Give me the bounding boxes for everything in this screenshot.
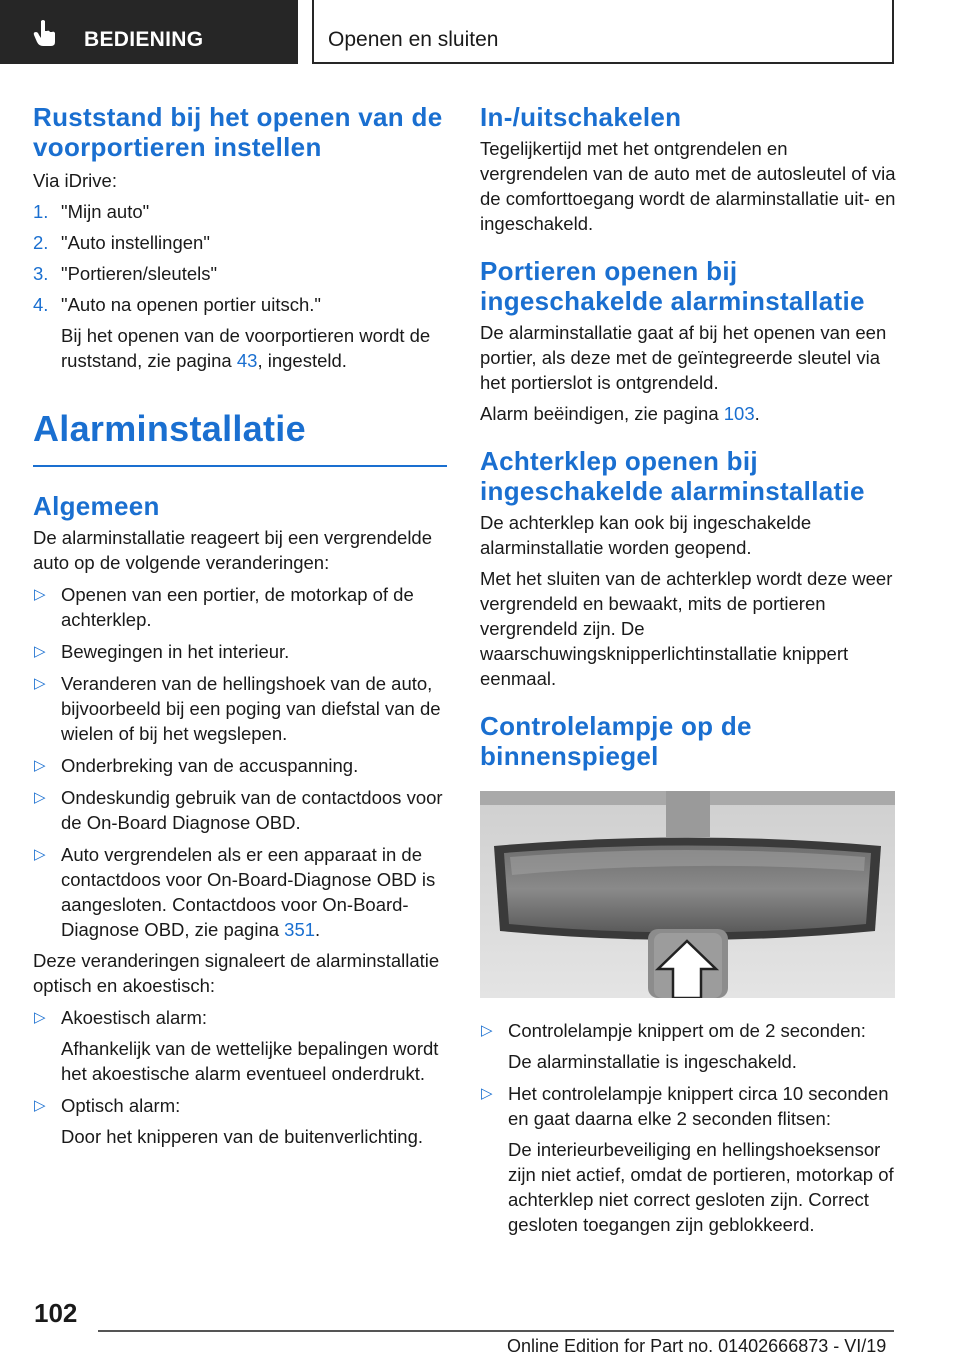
right-column — [480, 102, 896, 1237]
triangle-bullet-icon: ▷ — [34, 643, 46, 660]
alarminstallatie-title: Alarminstallatie — [33, 408, 306, 449]
list-item — [33, 842, 447, 942]
list-item-end: . — [315, 919, 321, 940]
section-tab — [0, 0, 298, 64]
edition-text: Online Edition for Part no. 01402666873 - VI/19 — [507, 1336, 887, 1356]
alarm-end-text — [480, 401, 896, 426]
page-link-43[interactable]: 43 — [236, 350, 258, 371]
rearview-mirror-image — [480, 791, 895, 998]
list-item — [33, 639, 447, 664]
footer-divider — [98, 1330, 894, 1332]
algemeen-heading: Algemeen — [33, 491, 160, 521]
alarm-end-dot: . — [754, 403, 760, 424]
step-text: "Auto na openen portier uitsch." — [61, 294, 321, 315]
hand-pointer-icon — [30, 18, 60, 48]
list-item-text: Openen van een portier, de motorkap of de achterklep. — [61, 584, 414, 630]
step-item — [33, 199, 447, 224]
step-text: "Auto instellingen" — [61, 232, 210, 253]
signal-intro: Deze veranderingen signaleert de alarminstallatie optisch en akoestisch: — [33, 950, 440, 996]
list-item-text: Ondeskundig gebruik van de contactdoos voor de On-Board Diagnose OBD. — [61, 787, 443, 833]
signals-list — [33, 1005, 447, 1149]
list-item — [480, 1081, 896, 1237]
page-link-351[interactable]: 351 — [284, 919, 316, 940]
list-item — [33, 753, 447, 778]
triangle-bullet-icon: ▷ — [481, 1085, 493, 1102]
triangle-bullet-icon: ▷ — [34, 789, 46, 806]
idrive-steps — [33, 199, 447, 373]
achterklep-text-2: Met het sluiten van de achterklep wordt deze weer vergrendeld en bewaakt, mits de portieren vergrendeld zijn. De waarschuwingsknipperlichtinstallatie knippert eenmaal. — [480, 568, 893, 689]
portieren-text: De alarminstallatie gaat af bij het openen van een portier, als deze met de geïntegreerde sleutel via het portierslot is ontgrendeld. — [480, 322, 887, 393]
lamp-desc: De alarminstallatie is ingeschakeld. — [508, 1051, 797, 1072]
triangle-bullet-icon: ▷ — [34, 1009, 46, 1026]
lamp-desc: De interieurbeveiliging en hellingshoeksensor zijn niet actief, omdat de portieren, motorkap of achterklep niet correct gesloten zijn. Correct gesloten toegangen zijn geblokkeerd. — [508, 1139, 894, 1235]
signal-desc: Afhankelijk van de wettelijke bepalingen wordt het akoestische alarm eventueel onderdrukt. — [61, 1038, 439, 1084]
list-item — [33, 1093, 447, 1149]
step-note — [61, 323, 447, 373]
signal-label: Akoestisch alarm: — [61, 1007, 207, 1028]
lamp-list — [480, 1018, 896, 1237]
step-text: "Mijn auto" — [61, 201, 150, 222]
list-item — [480, 1018, 896, 1074]
step-number: 2. — [33, 232, 49, 253]
step-item — [33, 230, 447, 255]
algemeen-intro: De alarminstallatie reageert bij een vergrendelde auto op de volgende veranderingen: — [33, 527, 433, 573]
step-item — [33, 261, 447, 286]
via-idrive-text: Via iDrive: — [33, 170, 117, 191]
triangle-bullet-icon: ▷ — [34, 1097, 46, 1114]
page-link-103[interactable]: 103 — [723, 403, 755, 424]
list-item — [33, 1005, 447, 1086]
changes-list — [33, 582, 447, 942]
list-item — [33, 582, 447, 632]
step-number: 3. — [33, 263, 49, 284]
triangle-bullet-icon: ▷ — [34, 586, 46, 603]
list-item-text: Onderbreking van de accuspanning. — [61, 755, 359, 776]
step-note-end: , ingesteld. — [257, 350, 347, 371]
controle-heading: Controlelampje op de binnenspiegel — [480, 711, 752, 771]
triangle-bullet-icon: ▷ — [34, 846, 46, 863]
list-item-text: Veranderen van de hellingshoek van de auto, bijvoorbeeld bij een poging van diefstal van de wielen of bij het wegslepen. — [61, 673, 441, 744]
inuit-text: Tegelijkertijd met het ontgrendelen en vergrendelen van de auto met de autosleutel of via de comforttoegang wordt de alarminstallatie uit- en ingeschakeld. — [480, 138, 896, 234]
triangle-bullet-icon: ▷ — [481, 1022, 493, 1039]
list-item-text: Bewegingen in het interieur. — [61, 641, 290, 662]
triangle-bullet-icon: ▷ — [34, 675, 46, 692]
portieren-heading: Portieren openen bij ingeschakelde alarminstallatie — [480, 256, 865, 316]
inuit-heading: In-/uitschakelen — [480, 102, 682, 132]
list-item — [33, 785, 447, 835]
alarm-end-label: Alarm beëindigen, zie pagina — [480, 403, 724, 424]
signal-label: Optisch alarm: — [61, 1095, 181, 1116]
triangle-bullet-icon: ▷ — [34, 757, 46, 774]
step-note-text: Bij het openen van de voorportieren wordt de ruststand, zie pagina — [61, 325, 431, 371]
left-column — [33, 102, 447, 1149]
chapter-tab — [312, 0, 894, 64]
signal-desc: Door het knipperen van de buitenverlichting. — [61, 1126, 424, 1147]
step-text: "Portieren/sleutels" — [61, 263, 218, 284]
achterklep-heading: Achterklep openen bij ingeschakelde alarminstallatie — [480, 446, 865, 506]
section-title: BEDIENING — [84, 28, 204, 51]
step-item — [33, 292, 447, 373]
chapter-title: Openen en sluiten — [328, 28, 499, 51]
ruststand-heading: Ruststand bij het openen van de voorportieren instellen — [33, 102, 443, 162]
lamp-label: Het controlelampje knippert circa 10 seconden en gaat daarna elke 2 seconden flitsen: — [508, 1083, 889, 1129]
step-number: 1. — [33, 201, 49, 222]
page-number: 102 — [34, 1298, 78, 1328]
list-item — [33, 671, 447, 746]
step-number: 4. — [33, 294, 49, 315]
list-item-text: Auto vergrendelen als er een apparaat in de contactdoos voor On-Board-Diagnose OBD is aangesloten. Contactdoos voor On-Board-Diagnose OBD, zie pagina — [61, 844, 436, 940]
title-divider — [33, 465, 447, 467]
mirror-illustration — [480, 791, 895, 998]
achterklep-text-1: De achterklep kan ook bij ingeschakelde alarminstallatie worden geopend. — [480, 512, 812, 558]
lamp-label: Controlelampje knippert om de 2 seconden: — [508, 1020, 866, 1041]
